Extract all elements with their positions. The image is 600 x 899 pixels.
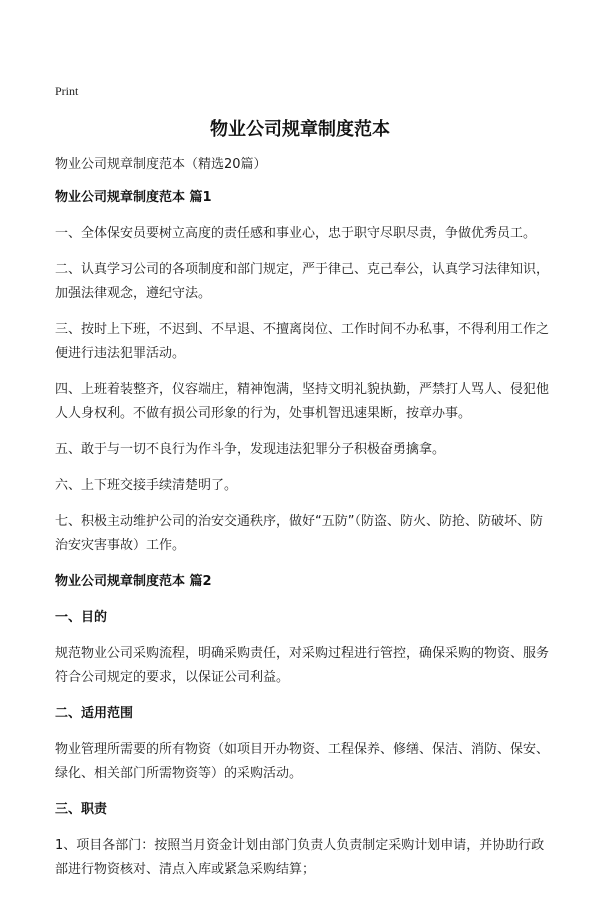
section1-item-3: 三、按时上下班，不迟到、不早退、不擅离岗位、工作时间不办私事，不得利用工作之便进行违法犯罪活动。 — [55, 322, 550, 361]
scope-heading: 二、适用范围 — [55, 706, 134, 721]
duty-heading: 三、职责 — [55, 802, 108, 817]
purpose-heading: 一、目的 — [55, 610, 108, 625]
section-heading-1: 物业公司规章制度范本 篇1 — [55, 190, 212, 205]
document-subtitle: 物业公司规章制度范本（精选20篇） — [55, 157, 267, 172]
purpose-text: 规范物业公司采购流程，明确采购责任，对采购过程进行管控，确保采购的物资、服务符合公司规定的要求，以保证公司利益。 — [55, 646, 550, 685]
section1-item-7: 七、积极主动维护公司的治安交通秩序，做好“五防”（防盗、防火、防抢、防破坏、防治安灾害事故）工作。 — [55, 514, 543, 553]
duty-text: 1、项目各部门：按照当月资金计划由部门负责人负责制定采购计划申请，并协助行政部进行物资核对、清点入库或紧急采购结算； — [55, 838, 545, 877]
document-body — [55, 153, 551, 894]
section-heading-2: 物业公司规章制度范本 篇2 — [55, 574, 212, 589]
section1-item-4: 四、上班着装整齐，仪容端庄，精神饱满，坚持文明礼貌执勤，严禁打人骂人、侵犯他人人身权利。不做有损公司形象的行为，处事机智迅速果断，按章办事。 — [55, 382, 550, 421]
section1-item-1: 一、全体保安员要树立高度的责任感和事业心，忠于职守尽职尽责，争做优秀员工。 — [55, 226, 537, 241]
print-label[interactable]: Print — [55, 84, 79, 98]
scope-text: 物业管理所需要的所有物资（如项目开办物资、工程保养、修缮、保洁、消防、保安、绿化、相关部门所需物资等）的采购活动。 — [55, 742, 550, 781]
section1-item-6: 六、上下班交接手续清楚明了。 — [55, 478, 238, 493]
section1-item-5: 五、敢于与一切不良行为作斗争，发现违法犯罪分子积极奋勇擒拿。 — [55, 442, 446, 457]
section1-item-2: 二、认真学习公司的各项制度和部门规定，严于律己、克己奉公，认真学习法律知识，加强法律观念，遵纪守法。 — [55, 262, 550, 301]
page-title: 物业公司规章制度范本 — [210, 119, 390, 140]
